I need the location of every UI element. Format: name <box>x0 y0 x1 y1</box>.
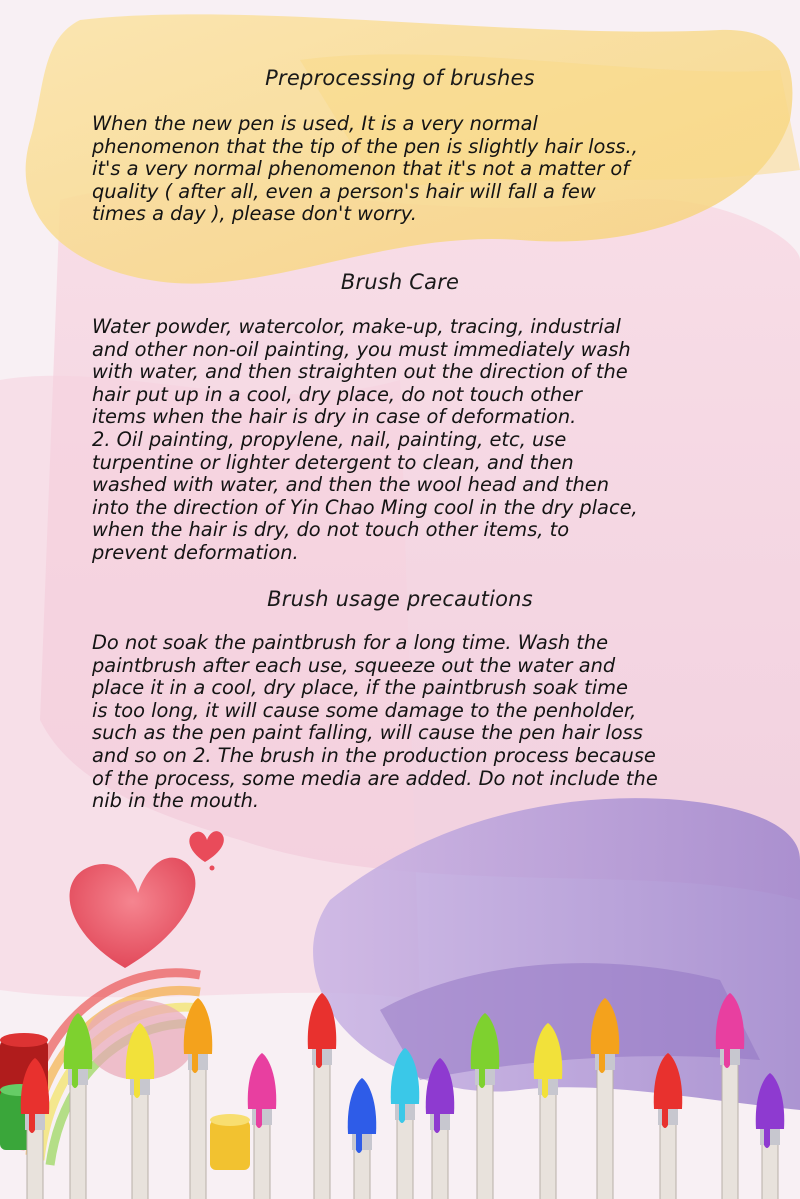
section-title-precautions: Brush usage precautions <box>267 587 533 611</box>
section-body-brush-care: Water powder, watercolor, make-up, tracing, industrial and other non-oil painting, you must immediately wash with water, and then straighten out the direction of the hair put up in a cool, dry place, do not touch other items when the hair is dry in case of deformation. 2. Oil painting, propylene, nail, painting, etc, use turpentine or lighter detergent to clean, and then washed with water, and then the wool head and then into the direction of Yin Chao Ming cool in the dry place, when the hair is dry, do not touch other items, to prevent deformation. <box>92 315 638 564</box>
section-title-preprocessing: Preprocessing of brushes <box>265 66 535 90</box>
section-title-brush-care: Brush Care <box>340 270 460 294</box>
section-body-preprocessing: When the new pen is used, It is a very normal phenomenon that the tip of the pen is slightly hair loss., it's a very normal phenomenon that it's not a matter of quality ( after all, even a person's hair will fall a few times a day ), please don't worry. <box>92 112 638 226</box>
section-body-precautions: Do not soak the paintbrush for a long time. Wash the paintbrush after each use, squeeze out the water and place it in a cool, dry place, if the paintbrush soak time is too long, it will cause some damage to the penholder, such as the pen paint falling, will cause the pen hair loss and so on 2. The brush in the production process because of the process, some media are added. Do not include the nib in the mouth. <box>92 631 658 813</box>
